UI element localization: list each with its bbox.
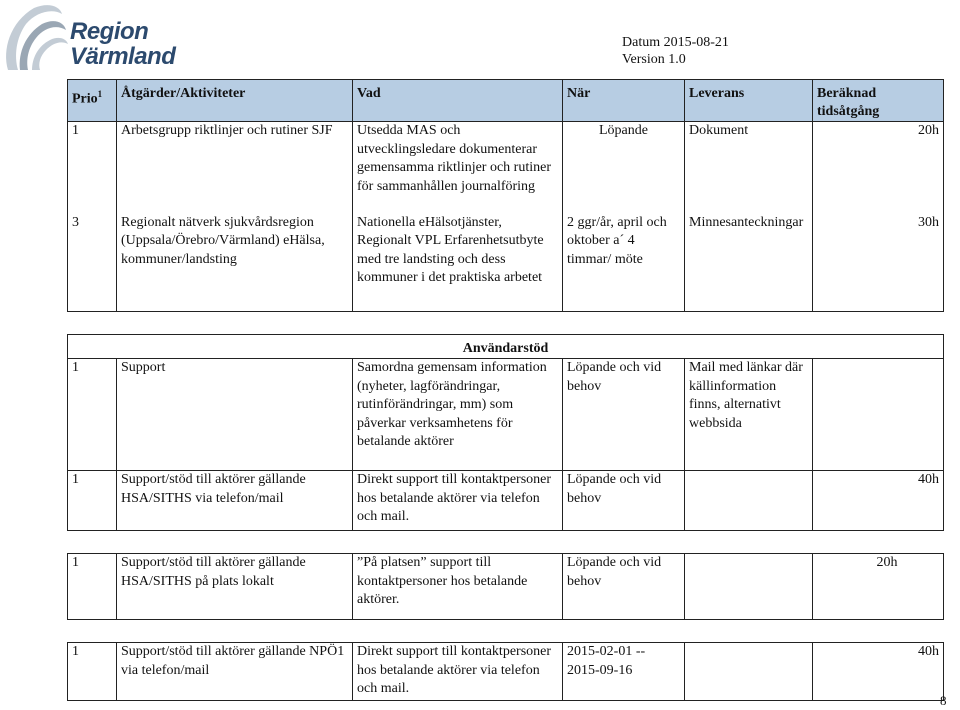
cell-time: 30h	[813, 214, 944, 312]
cell-activity: Support/stöd till aktörer gällande HSA/SITHS via telefon/mail	[117, 471, 353, 531]
cell-delivery: Mail med länkar där källinformation finns, alternativt webbsida	[685, 359, 813, 471]
cell-delivery: Dokument	[685, 122, 813, 214]
cell-when: Löpande och vid behov	[563, 359, 685, 471]
cell-what: ”På platsen” support till kontaktpersoner hos betalande aktörer.	[353, 554, 563, 620]
cell-time	[813, 359, 944, 471]
cell-what: Direkt support till kontaktpersoner hos betalande aktörer via telefon och mail.	[353, 471, 563, 531]
region-varmland-logo	[0, 0, 200, 78]
table-gap	[68, 531, 944, 554]
cell-when: 2 ggr/år, april och oktober a´ 4 timmar/ möte	[563, 214, 685, 312]
logo-text-varmland: Värmland	[70, 43, 176, 70]
cell-what: Utsedda MAS och utvecklingsledare dokumenterar gemensamma riktlinjer och rutiner för sammanhållen journalföring	[353, 122, 563, 214]
table-row	[68, 471, 944, 531]
cell-prio: 1	[68, 471, 117, 531]
table-row	[68, 214, 944, 312]
col-header-what: Vad	[353, 80, 563, 122]
section-title: Användarstöd	[68, 335, 944, 359]
cell-prio: 1	[68, 122, 117, 214]
cell-delivery	[685, 554, 813, 620]
cell-activity: Support/stöd till aktörer gällande NPÖ1 via telefon/mail	[117, 643, 353, 701]
cell-time: 20h	[813, 554, 944, 620]
cell-activity: Support	[117, 359, 353, 471]
table-gap	[68, 620, 944, 643]
section-row	[68, 335, 944, 359]
cell-activity: Arbetsgrupp riktlinjer och rutiner SJF	[117, 122, 353, 214]
cell-prio: 1	[68, 643, 117, 701]
document-meta	[622, 34, 729, 68]
cell-time: 40h	[813, 643, 944, 701]
region-varmland-logo-icon	[0, 0, 70, 78]
table-row	[68, 122, 944, 214]
cell-what: Direkt support till kontaktpersoner hos betalande aktörer via telefon och mail.	[353, 643, 563, 701]
table-row	[68, 554, 944, 620]
logo-text-region: Region	[70, 18, 149, 45]
table-row	[68, 359, 944, 471]
cell-prio: 3	[68, 214, 117, 312]
activity-table	[67, 79, 944, 701]
page-number: 8	[940, 693, 947, 708]
table-gap	[68, 312, 944, 335]
cell-time: 40h	[813, 471, 944, 531]
col-header-prio: Prio$^1$	[68, 80, 117, 122]
col-header-when: När	[563, 80, 685, 122]
col-header-time: Beräknad tidsåtgång	[813, 80, 944, 122]
cell-when: 2015-02-01 -- 2015-09-16	[563, 643, 685, 701]
col-header-activities: Åtgärder/Aktiviteter	[117, 80, 353, 122]
cell-when: Löpande	[563, 122, 685, 214]
table-row	[68, 643, 944, 701]
cell-delivery: Minnesanteckningar	[685, 214, 813, 312]
cell-time: 20h	[813, 122, 944, 214]
cell-prio: 1	[68, 359, 117, 471]
col-header-delivery: Leverans	[685, 80, 813, 122]
table-header-row	[68, 80, 944, 122]
cell-prio: 1	[68, 554, 117, 620]
cell-what: Samordna gemensam information (nyheter, lagförändringar, rutinförändringar, mm) som påverkar verksamhetens för betalande aktörer	[353, 359, 563, 471]
document-version: Version 1.0	[622, 52, 686, 67]
cell-delivery	[685, 471, 813, 531]
cell-when: Löpande och vid behov	[563, 471, 685, 531]
document-date: Datum 2015-08-21	[622, 35, 729, 50]
cell-delivery	[685, 643, 813, 701]
cell-what: Nationella eHälsotjänster, Regionalt VPL Erfarenhetsutbyte med tre landsting och dess kommuner i det praktiska arbetet	[353, 214, 563, 312]
cell-when: Löpande och vid behov	[563, 554, 685, 620]
cell-activity: Regionalt nätverk sjukvårdsregion (Uppsala/Örebro/Värmland) eHälsa, kommuner/landsting	[117, 214, 353, 312]
cell-activity: Support/stöd till aktörer gällande HSA/SITHS på plats lokalt	[117, 554, 353, 620]
